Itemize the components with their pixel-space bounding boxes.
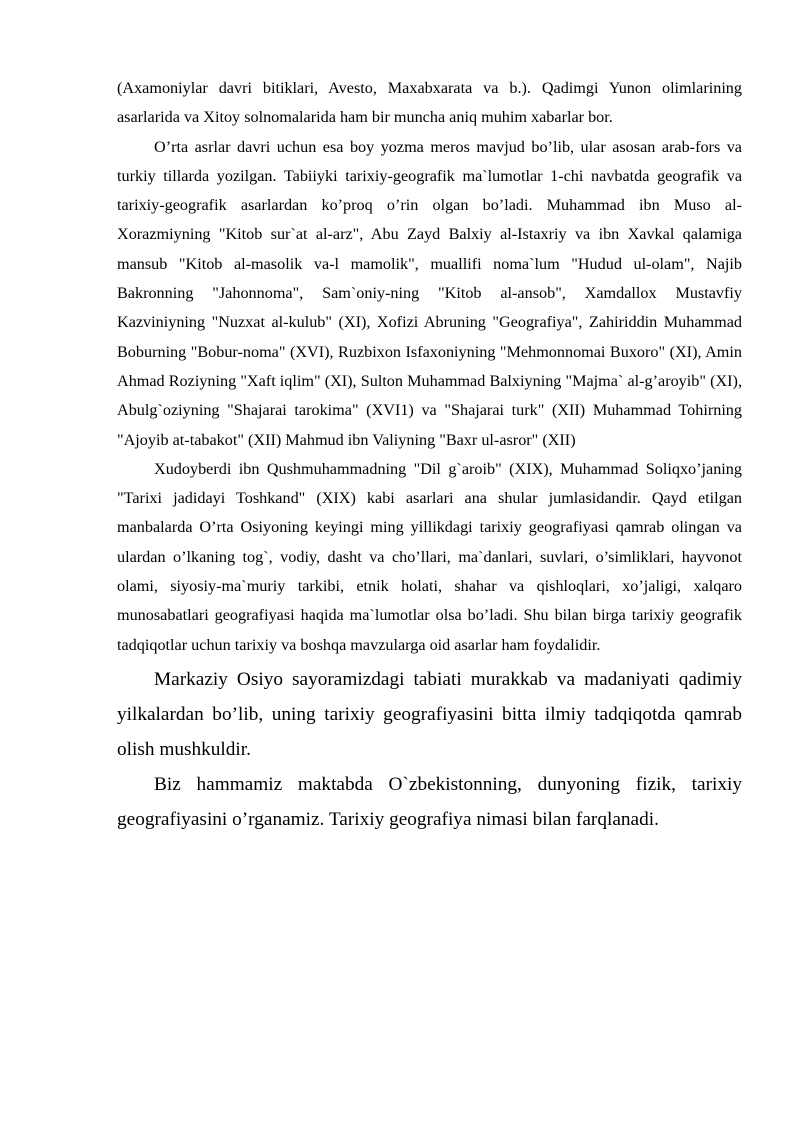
document-page [117, 74, 742, 837]
paragraph-3: Xudoyberdi ibn Qushmuhammadning "Dil g`aroib" (XIX), Muhammad Soliqxo’janing "Tarixi jadidayi Toshkand" (XIX) kabi asarlari ana shular jumlasidandir. Qayd etilgan manbalarda O’rta Osiyoning keyingi ming yillikdagi tarixiy geografiyasi qamrab olingan va ulardan o’lkaning tog`, vodiy, dasht va cho’llari, ma`danlari, suvlari, o’simliklari, hayvonot olami, siyosiy-ma`muriy tarkibi, etnik holati, shahar va qishloqlari, xo’jaligi, xalqaro munosabatlari geografiyasi haqida ma`lumotlar olsa bo’ladi. Shu bilan birga tarixiy geografik tadqiqotlar uchun tarixiy va boshqa mavzularga oid asarlar ham foydalidir. [117, 459, 742, 654]
paragraph-2: O’rta asrlar davri uchun esa boy yozma meros mavjud bo’lib, ular asosan arab-fors va turkiy tillarda yozilgan. Tabiiyki tarixiy-geografik ma`lumotlar 1-chi navbatda geografik va tarixiy-geografik asarlardan ko’proq o’rin olgan bo’ladi. Muhammad ibn Muso al-Xorazmiyning "Kitob sur`at al-arz", Abu Zayd Balxiy al-Istaxriy va ibn Xavkal qalamiga mansub "Kitob al-masolik va-l mamolik", muallifi noma`lum "Hudud ul-olam", Najib Bakronning "Jahonnoma", Sam`oniy-ning "Kitob al-ansob", Xamdallox Mustavfiy Kazviniyning "Nuzxat al-kulub" (XI), Xofizi Abruning "Geografiya", Zahiriddin Muhammad Boburning "Bobur-noma" (XVI), Ruzbixon Isfaxoniyning "Mehmonnomai Buxoro" (XI), Amin Ahmad Roziyning "Xaft iqlim" (XI), Sulton Muhammad Balxiyning "Majma` al-g’aroyib" (XI), Abulg`oziyning "Shajarai tarokima" (XVI1) va "Shajarai turk" (XII) Muhammad Tohirning "Ajoyib at-tabakot" (XII) Mahmud ibn Valiyning "Baxr ul-asror" (XII) [117, 137, 742, 449]
paragraph-5: Biz hammamiz maktabda O`zbekistonning, dunyoning fizik, tarixiy geografiyasini o’rganamiz. Tarixiy geografiya nimasi bilan farqlanadi. [117, 773, 742, 830]
paragraph-1: (Axamoniylar davri bitiklari, Avesto, Maxabxarata va b.). Qadimgi Yunon olimlarining asarlarida va Xitoy solnomalarida ham bir muncha aniq muhim xabarlar bor. [117, 79, 742, 127]
paragraph-4: Markaziy Osiyo sayoramizdagi tabiati murakkab va madaniyati qadimiy yilkalardan bo’lib, uning tarixiy geografiyasini bitta ilmiy tadqiqotda qamrab olish mushkuldir. [117, 668, 742, 760]
